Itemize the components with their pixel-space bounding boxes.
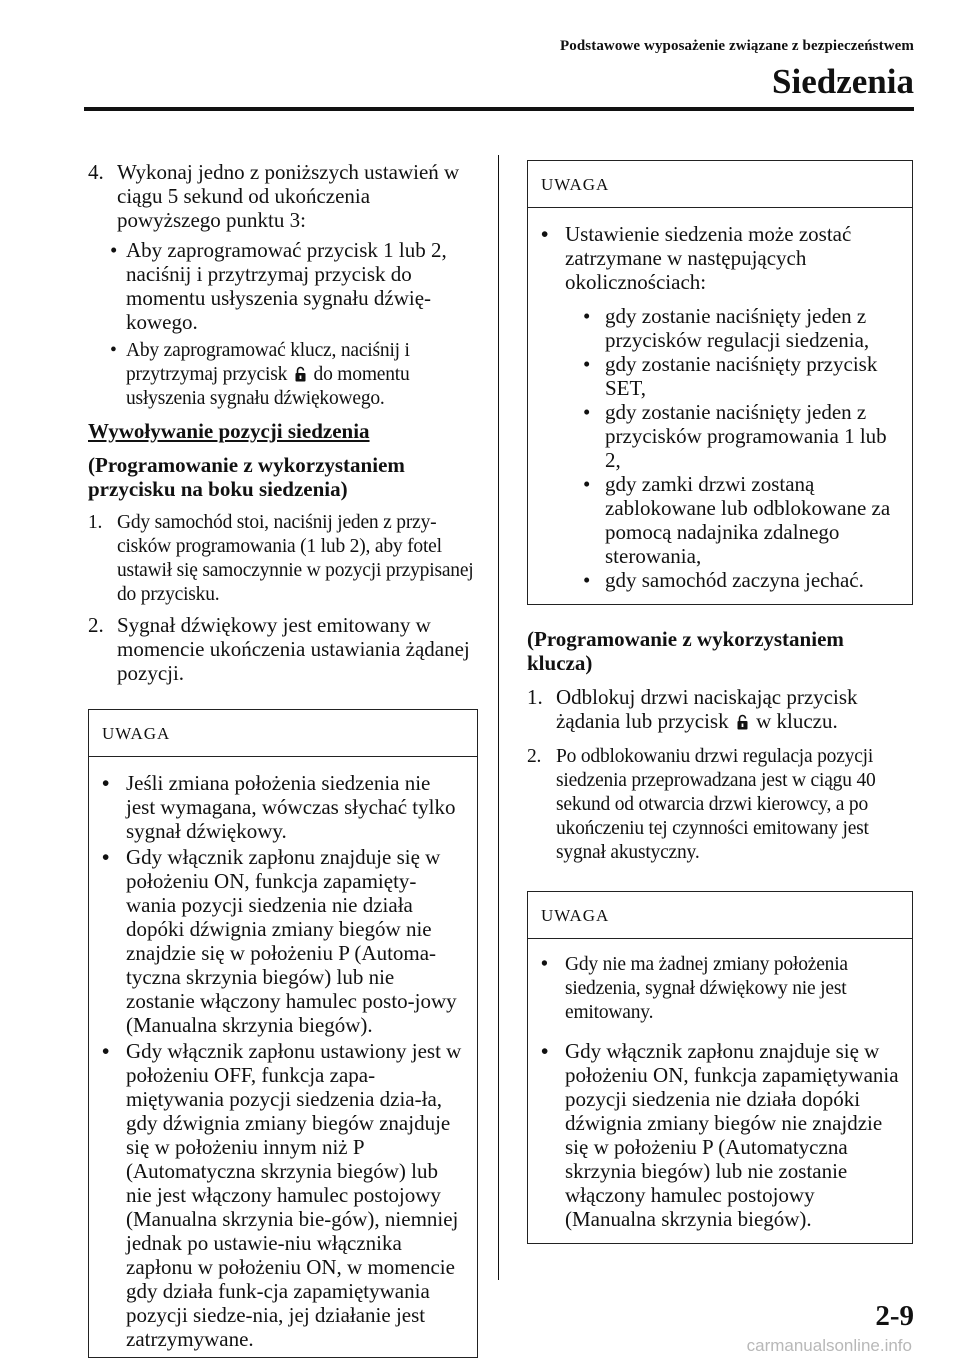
bullet-marker: •	[583, 472, 591, 496]
bullet-marker: •	[583, 400, 591, 424]
note-item	[541, 953, 899, 1025]
note-item	[541, 222, 899, 294]
note-subitem	[541, 304, 899, 352]
column-divider	[498, 155, 499, 1280]
note-text: Gdy nie ma żadnej zmiany położenia siedzenia, sygnał dźwiękowy nie jest emitowany.	[565, 954, 848, 1023]
bullet-marker: •	[583, 304, 591, 328]
bullet-text-after: do momentu usłyszenia sygnału dźwiękowego.	[126, 364, 410, 409]
header-section-label: Podstawowe wyposażenie związane z bezpieczeństwem	[560, 38, 914, 54]
step-text: Gdy samochód stoi, naciśnij jeden z przy-cisków programowania (1 lub 2), aby fotel ustawił się samoczynnie w pozycji przypisanej do przycisku.	[117, 512, 474, 605]
recall-step-1	[88, 511, 478, 607]
key-step-1	[527, 685, 913, 733]
note-subitem	[541, 400, 899, 472]
header-rule	[84, 107, 914, 111]
dot-bullet: •	[102, 1039, 110, 1063]
note-item	[102, 771, 464, 843]
step-text: Sygnał dźwiękowy jest emitowany w momencie ukończenia ustawiania żądanej pozycji.	[117, 613, 470, 685]
dot-bullet: •	[541, 1039, 549, 1063]
note-subitem	[541, 472, 899, 568]
note-subitem	[541, 352, 899, 400]
note-text: Jeśli zmiana położenia siedzenia nie jest wymagana, wówczas słychać tylko sygnał dźwiękowy.	[126, 771, 456, 843]
note-box-left	[88, 709, 478, 1358]
subitem-text: gdy samochód zaczyna jechać.	[605, 568, 864, 592]
subheading-key-programming: (Programowanie z wykorzystaniem klucza)	[527, 627, 844, 675]
left-column	[88, 160, 478, 1358]
dot-bullet: •	[102, 771, 110, 795]
step-4-bullet-2	[88, 339, 478, 411]
subitem-text: gdy zamki drzwi zostaną zablokowane lub odblokowane za pomocą nadajnika zdalnego sterowania,	[605, 472, 891, 568]
note-item	[102, 845, 464, 1037]
bullet-text: Aby zaprogramować przycisk 1 lub 2, naciśnij i przytrzymaj przycisk do momentu usłyszenia sygnału dźwię-kowego.	[126, 238, 447, 334]
note-box-right-2	[527, 891, 913, 1244]
watermark: carmanualsonline.info	[746, 1336, 912, 1355]
subitem-text: gdy zostanie naciśnięty przycisk SET,	[605, 352, 878, 400]
subitem-text: gdy zostanie naciśnięty jeden z przycisków programowania 1 lub 2,	[605, 400, 887, 472]
step-text-before: Odblokuj drzwi naciskając przycisk żądania lub przycisk	[556, 685, 858, 733]
page-title: Siedzenia	[772, 62, 914, 101]
subheading-button-programming: (Programowanie z wykorzystaniem przycisku na boku siedzenia)	[88, 453, 405, 501]
note-text: Gdy włącznik zapłonu ustawiony jest w położeniu OFF, funkcja zapa-miętywania pozycji siedzenia dzia-ła, gdy dźwignia zmiany biegów znajduje się w położeniu innym niż P (Automatyczna skrzynia biegów) lub nie jest włączony hamulec postojowy (Manualna skrzynia bie-gów), niemniej jednak po ustawie-niu włącznika zapłonu w położeniu ON, w momencie gdy działa funk-cja zapamiętywania pozycji siedze-nia, jej działanie jest zatrzymywane.	[126, 1039, 462, 1351]
right-column	[527, 160, 913, 1244]
unlock-icon	[737, 714, 748, 730]
step-number: 2.	[88, 613, 104, 637]
subitem-text: gdy zostanie naciśnięty jeden z przycisków regulacji siedzenia,	[605, 304, 870, 352]
bullet-marker: •	[110, 340, 117, 361]
bullet-marker: •	[110, 238, 118, 262]
note-subitem	[541, 568, 899, 592]
step-number: 1.	[527, 685, 543, 709]
note-text: Gdy włącznik zapłonu znajduje się w położeniu ON, funkcja zapamiętywania pozycji siedzenia nie działa dopóki dźwignia zmiany biegów nie znajdzie się w położeniu P (Automatyczna skrzynia biegów) lub nie zostanie włączony hamulec postojowy (Manualna skrzynia biegów).	[565, 1039, 899, 1231]
unlock-icon	[295, 366, 306, 382]
step-number: 4.	[88, 160, 104, 184]
bullet-marker: •	[583, 568, 591, 592]
dot-bullet: •	[541, 954, 548, 975]
key-step-2	[527, 745, 913, 865]
section-heading-recall: Wywoływanie pozycji siedzenia	[88, 419, 370, 443]
step-text: Po odblokowaniu drzwi regulacja pozycji siedzenia przeprowadzana jest w ciągu 40 sekund od otwarcia drzwi kierowcy, a po ukończeniu tej czynności emitowany jest sygnał akustyczny.	[556, 746, 876, 863]
note-item	[102, 1039, 464, 1351]
dot-bullet: •	[541, 222, 549, 246]
note-item	[541, 1039, 899, 1231]
step-4-bullet-1	[88, 238, 478, 334]
bullet-text-before: Aby zaprogramować klucz, naciśnij i przytrzymaj przycisk	[126, 340, 410, 385]
note-text: Gdy włącznik zapłonu znajduje się w położeniu ON, funkcja zapamięty-wania pozycji siedzenia nie działa dopóki dźwignia zmiany biegów nie znajdzie się w położeniu P (Automa-tyczna skrzynia biegów) lub nie zostanie włączony hamulec posto-jowy (Manualna skrzynia biegów).	[126, 845, 457, 1037]
bullet-marker: •	[583, 352, 591, 376]
note-heading: UWAGA	[89, 710, 477, 757]
step-4	[88, 160, 478, 232]
recall-step-2	[88, 613, 478, 685]
note-box-right-1	[527, 160, 913, 605]
note-text: Ustawienie siedzenia może zostać zatrzymane w następujących okolicznościach:	[565, 222, 852, 294]
step-number: 2.	[527, 746, 542, 767]
page-number: 2-9	[875, 1300, 914, 1332]
dot-bullet: •	[102, 845, 110, 869]
note-heading: UWAGA	[528, 161, 912, 208]
note-heading: UWAGA	[528, 892, 912, 939]
step-number: 1.	[88, 512, 103, 533]
step-text-after: w kluczu.	[756, 709, 838, 733]
step-text: Wykonaj jedno z poniższych ustawień w ciągu 5 sekund od ukończenia powyższego punktu 3:	[117, 160, 460, 232]
